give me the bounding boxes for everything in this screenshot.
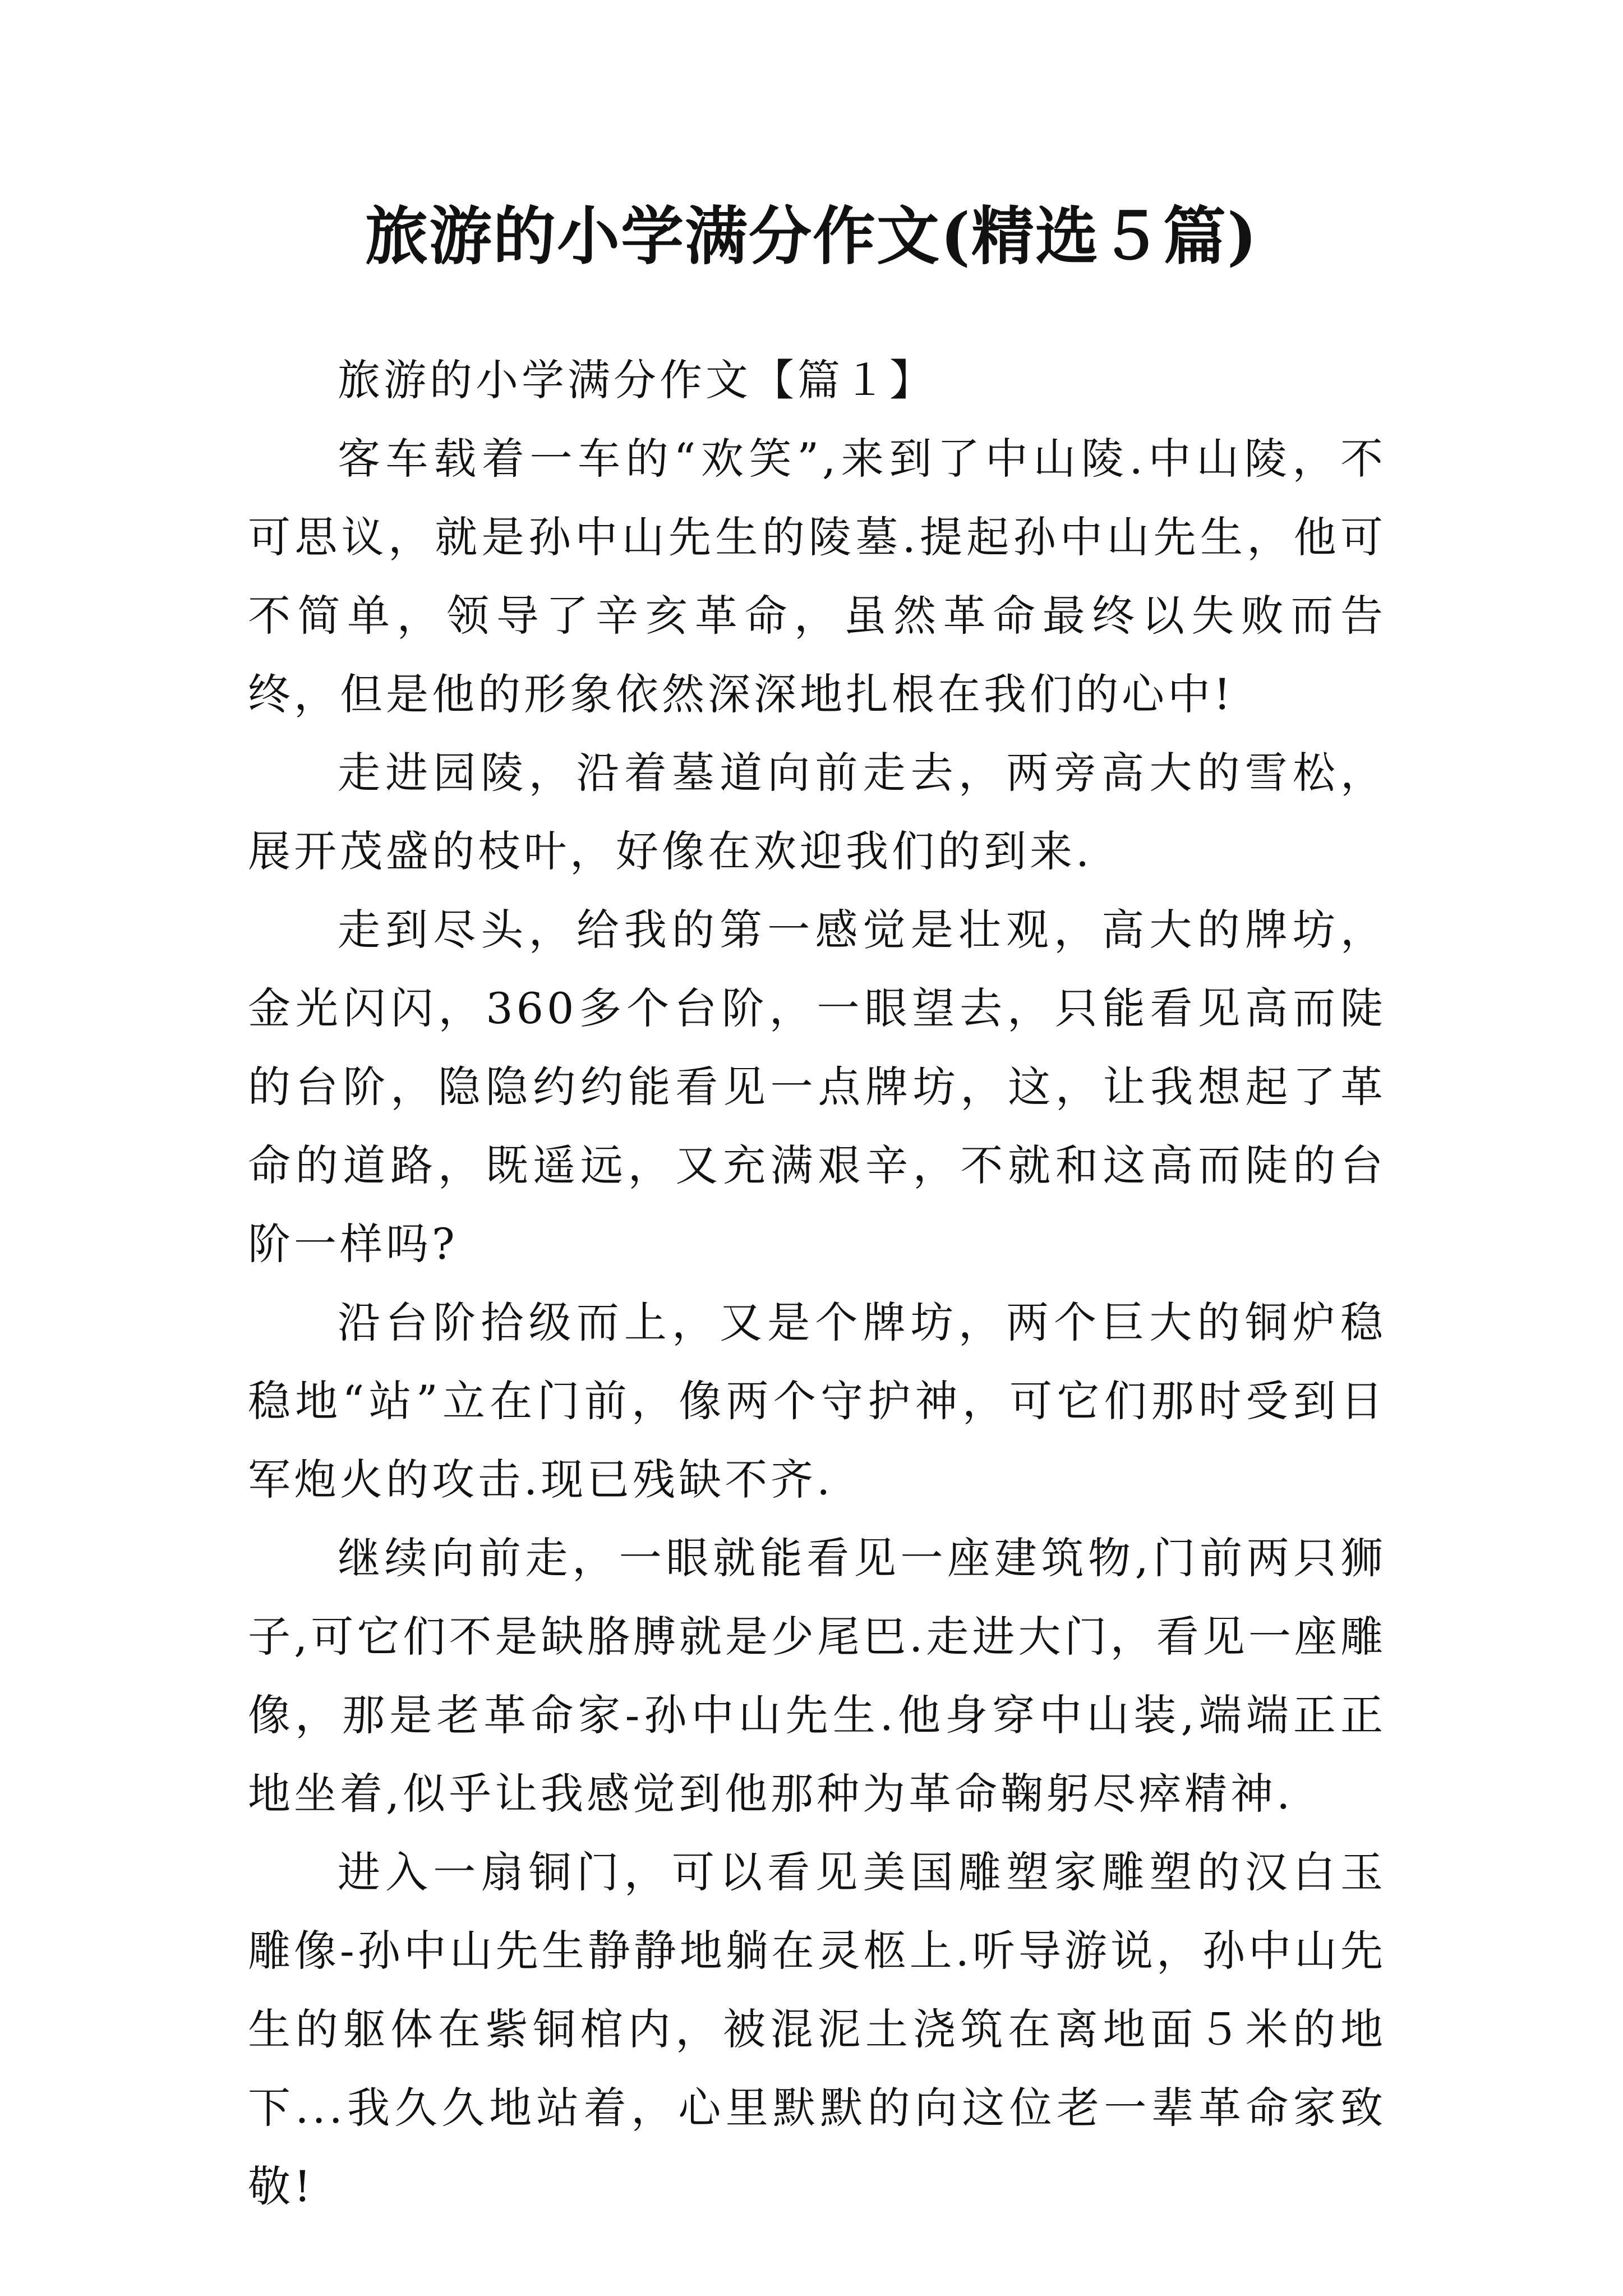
paragraph: 进入一扇铜门，可以看见美国雕塑家雕塑的汉白玉雕像-孙中山先生静静地躺在灵柩上.听导游说，孙中山先生的躯体在紫铜棺内，被混泥土浇筑在离地面５米的地下...我久久地站着，心里默默的向这位老一辈革命家致敬! xyxy=(248,1847,1386,2211)
paragraph: 走到尽头，给我的第一感觉是壮观，高大的牌坊，金光闪闪，360多个台阶，一眼望去，只能看见高而陡的台阶，隐隐约约能看见一点牌坊，这，让我想起了革命的道路，既遥远，又充满艰辛，不就和这高而陡的台阶一样吗? xyxy=(248,905,1386,1269)
paragraph: 继续向前走，一眼就能看见一座建筑物,门前两只狮子,可它们不是缺胳膊就是少尾巴.走进大门，看见一座雕像，那是老革命家-孙中山先生.他身穿中山装,端端正正地坐着,似乎让我感觉到他那种为革命鞠躬尽瘁精神. xyxy=(248,1533,1386,1819)
paragraph: 走进园陵，沿着墓道向前走去，两旁高大的雪松，展开茂盛的枝叶，好像在欢迎我们的到来. xyxy=(248,748,1386,876)
paragraph: 客车载着一车的“欢笑”,来到了中山陵.中山陵，不可思议，就是孙中山先生的陵墓.提起孙中山先生，他可不简单，领导了辛亥革命，虽然革命最终以失败而告终，但是他的形象依然深深地扎根在我们的心中! xyxy=(248,434,1386,719)
paragraph: 沿台阶拾级而上，又是个牌坊，两个巨大的铜炉稳稳地“站”立在门前，像两个守护神，可它们那时受到日军炮火的攻击.现已残缺不齐. xyxy=(248,1297,1386,1504)
document-body xyxy=(248,341,1386,2226)
section-heading: 旅游的小学满分作文【篇１】 xyxy=(338,355,935,405)
document-title: 旅游的小学满分作文(精选５篇) xyxy=(365,200,1258,273)
